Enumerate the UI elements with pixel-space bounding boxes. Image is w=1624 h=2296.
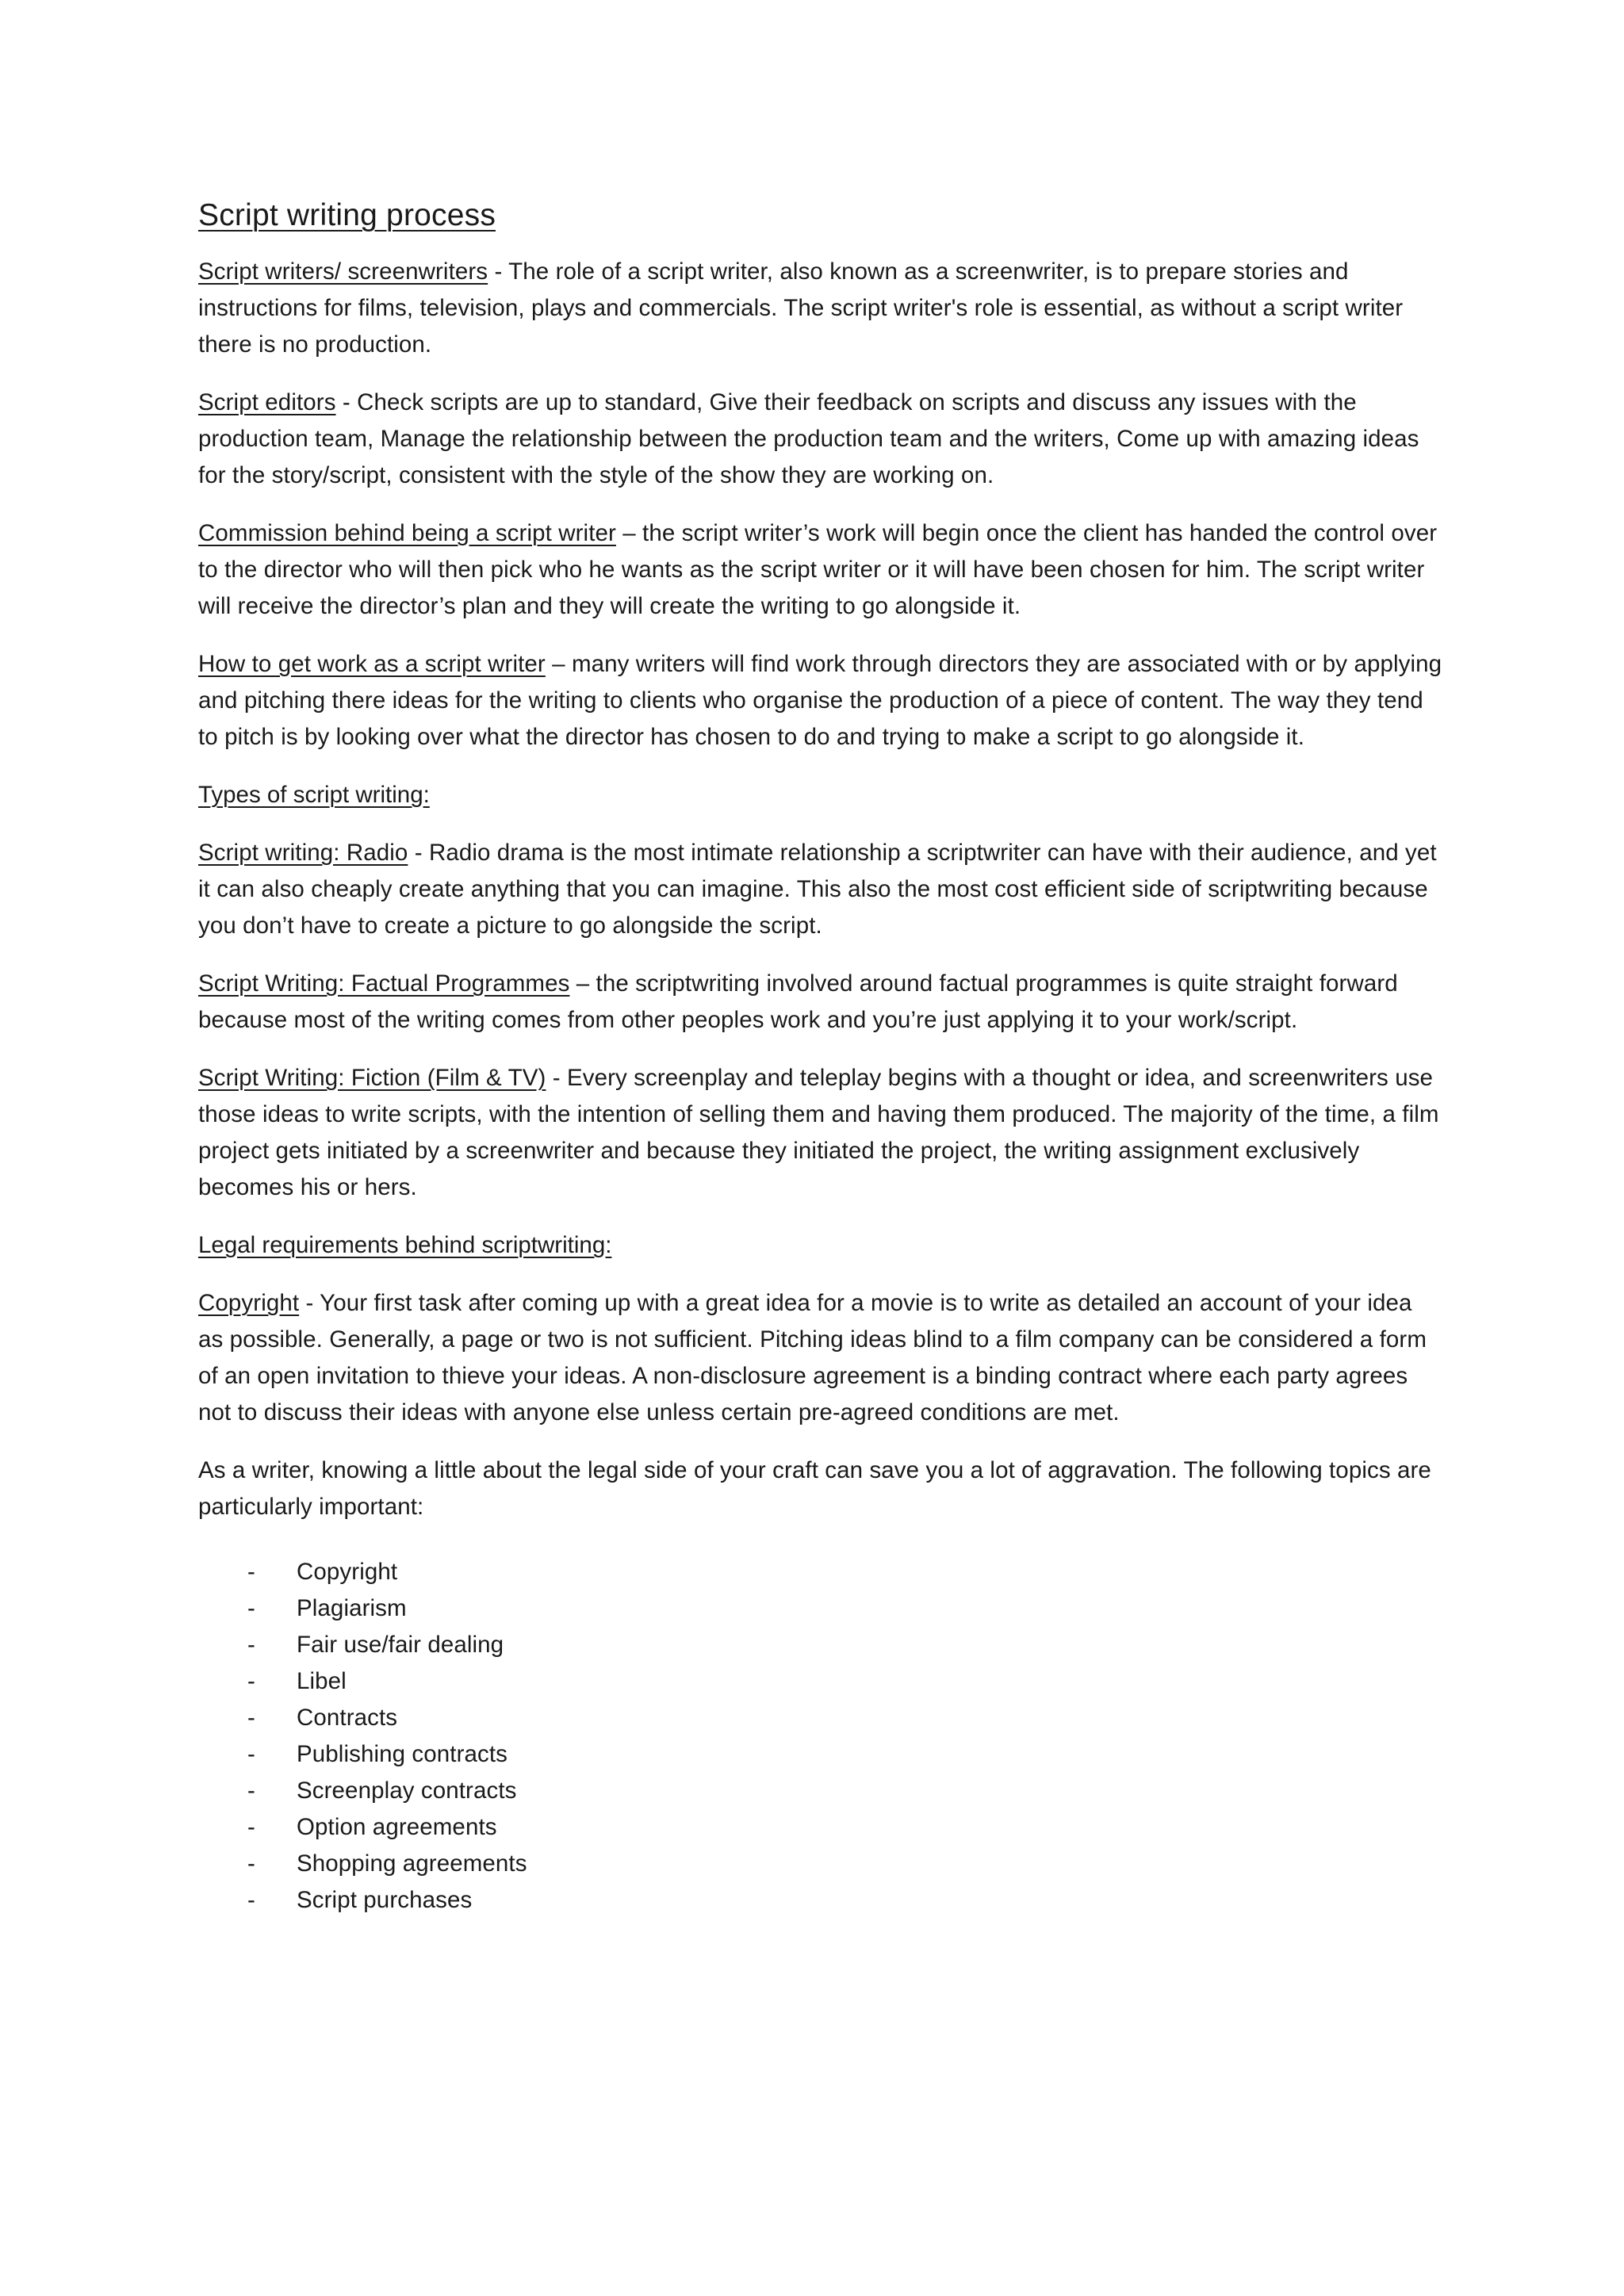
type-heading: Script Writing: Factual Programmes [198,970,570,997]
copyright-heading: Copyright [198,1290,300,1316]
list-item-label: Publishing contracts [297,1741,508,1767]
section-how-to-get-work [198,646,1443,756]
list-item-label: Copyright [297,1559,398,1585]
type-factual-programmes [198,966,1443,1039]
list-item [198,1590,1443,1627]
type-text: – the scriptwriting involved around factual programmes is quite straight forward because most of the writing comes from other peoples work and you’re just applying it to your work/script. [198,970,1398,1033]
section-text: – many writers will find work through directors they are associated with or by applying and pitching there ideas for the writing to clients who organise the production of a piece of content. The way they tend to pitch is by looking over what the director has chosen to do and trying to make a script to go alongside it. [198,651,1442,750]
list-dash: - [247,1595,255,1621]
list-item-label: Screenplay contracts [297,1777,517,1804]
list-dash: - [247,1850,255,1877]
section-script-writers [198,254,1443,363]
document-title: Script writing process [198,198,496,232]
list-dash: - [247,1777,255,1804]
section-text: - The role of a script writer, also known as a screenwriter, is to prepare stories and instructions for films, television, plays and commercials. The script writer's role is essential, as without a script writer there is no production. [198,258,1404,358]
list-item [198,1663,1443,1700]
list-item [198,1773,1443,1809]
legal-copyright [198,1285,1443,1431]
type-text: - Radio drama is the most intimate relationship a scriptwriter can have with their audience, and yet it can also cheaply create anything that you can imagine. This also the most cost efficient side of scriptwriting because you don’t have to create a picture to go alongside the script. [198,840,1437,939]
type-radio [198,835,1443,944]
section-text: – the script writer’s work will begin once the client has handed the control over to the director who will then pick who he wants as the script writer or it will have been chosen for him. The script writer will receive the director’s plan and they will create the writing to go alongside it. [198,520,1438,619]
list-item [198,1700,1443,1736]
section-heading: How to get work as a script writer [198,651,546,677]
list-item-label: Libel [297,1668,347,1694]
section-heading: Script writers/ screenwriters [198,258,488,285]
list-dash: - [247,1705,255,1731]
list-item-label: Option agreements [297,1814,497,1840]
type-heading: Script Writing: Fiction (Film & TV) [198,1065,546,1091]
list-dash: - [247,1632,255,1658]
type-text: - Every screenplay and teleplay begins with a thought or idea, and screenwriters use those ideas to write scripts, with the intention of selling them and having them produced. The majority of the time, a film project gets initiated by a screenwriter and because they initiated the project, the writing assignment exclusively becomes his or hers. [198,1065,1439,1200]
list-dash: - [247,1741,255,1767]
legal-topics-list [198,1554,1443,1919]
list-item-label: Fair use/fair dealing [297,1632,504,1658]
list-item [198,1882,1443,1919]
document-page [198,192,1443,1919]
section-heading: Script editors [198,389,336,415]
list-item-label: Contracts [297,1705,398,1731]
type-heading: Script writing: Radio [198,840,408,866]
types-heading: Types of script writing: [198,782,430,808]
section-text: - Check scripts are up to standard, Give their feedback on scripts and discuss any issues with the production team, Manage the relationship between the production team and the writers, Come up with amazing ideas for the story/script, consistent with the style of the show they are working on. [198,389,1419,488]
list-item [198,1627,1443,1663]
list-dash: - [247,1887,255,1913]
copyright-text: - Your first task after coming up with a great idea for a movie is to write as detailed an account of your idea as possible. Generally, a page or two is not sufficient. Pitching ideas blind to a film company can be considered a form of an open invitation to thieve your ideas. A non-disclosure agreement is a binding contract where each party agrees not to discuss their ideas with anyone else unless certain pre-agreed conditions are met. [198,1290,1427,1425]
list-item-label: Script purchases [297,1887,473,1913]
list-item-label: Plagiarism [297,1595,407,1621]
section-heading: Commission behind being a script writer [198,520,616,546]
list-dash: - [247,1559,255,1585]
list-item [198,1736,1443,1773]
legal-intro: As a writer, knowing a little about the legal side of your craft can save you a lot of aggravation. The following topics are particularly important: [198,1457,1431,1520]
list-item-label: Shopping agreements [297,1850,527,1877]
list-item [198,1846,1443,1882]
section-script-editors [198,385,1443,494]
section-commission [198,515,1443,625]
list-dash: - [247,1814,255,1840]
type-fiction [198,1060,1443,1206]
list-dash: - [247,1668,255,1694]
list-item [198,1809,1443,1846]
list-item [198,1554,1443,1590]
legal-heading: Legal requirements behind scriptwriting: [198,1232,612,1258]
